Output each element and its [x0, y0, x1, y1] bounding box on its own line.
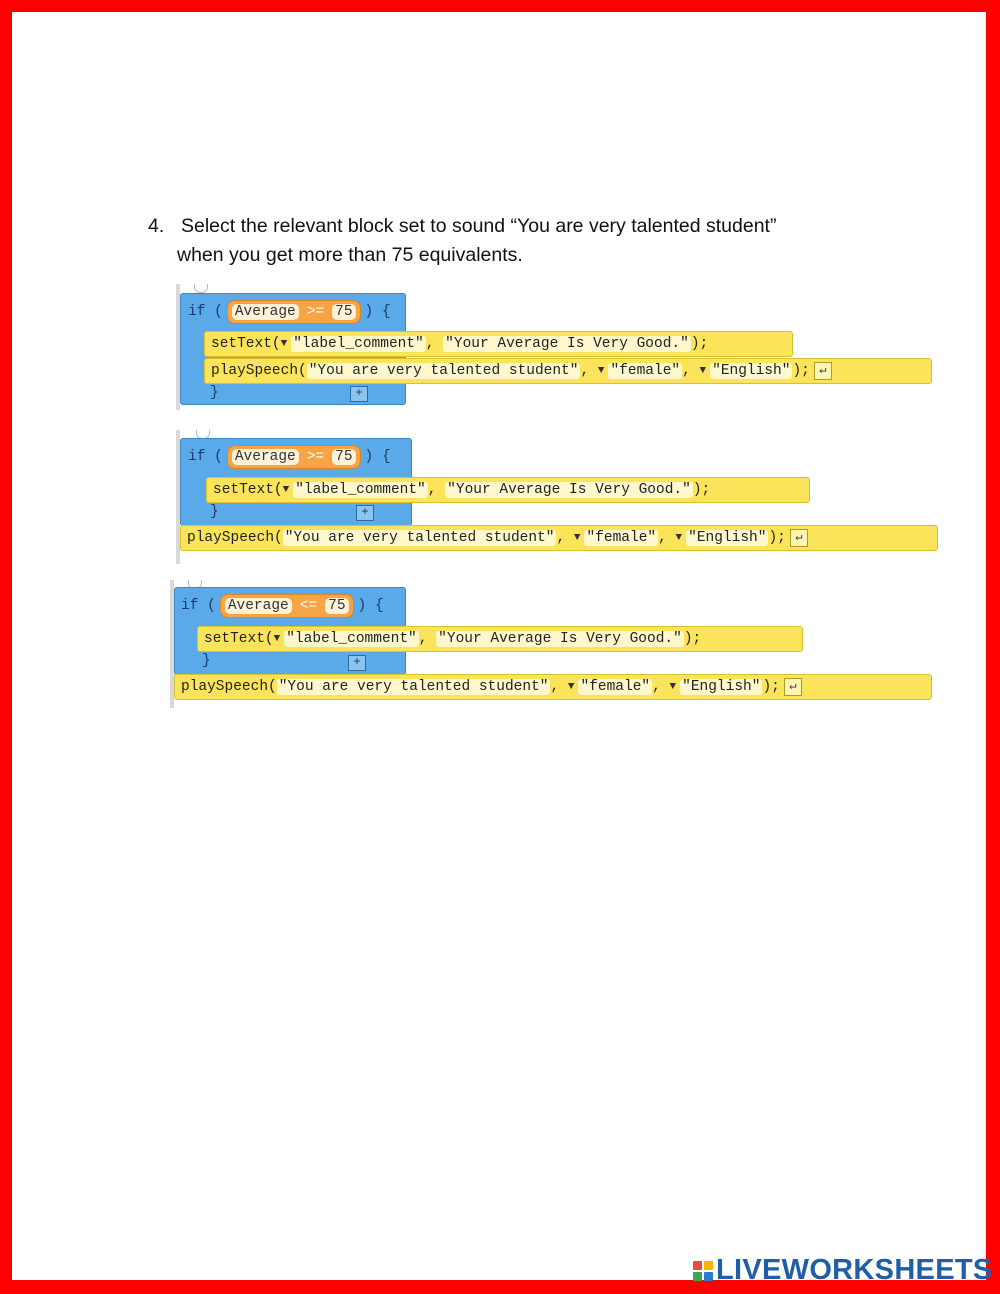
close-paren: ) — [364, 449, 374, 465]
element-id-string[interactable]: "label_comment" — [293, 336, 424, 352]
condition-block[interactable] — [227, 300, 361, 324]
condition-block[interactable] — [220, 594, 354, 618]
text-string[interactable]: "Your Average Is Very Good." — [438, 631, 682, 647]
option-block-set-2[interactable] — [176, 430, 936, 566]
text-string[interactable]: "Your Average Is Very Good." — [445, 336, 689, 352]
comma: , — [556, 530, 566, 546]
close-brace: } — [210, 504, 219, 520]
statement-end: ); — [683, 631, 702, 647]
comma: , — [418, 631, 428, 647]
logo-tile-yellow — [704, 1261, 713, 1270]
variable-average[interactable]: Average — [225, 598, 292, 614]
add-branch-plus-icon[interactable]: + — [348, 655, 366, 671]
close-brace: } — [202, 653, 211, 669]
voice-string[interactable]: "female" — [610, 363, 681, 379]
comparison-operator[interactable]: >= — [306, 449, 325, 465]
playspeech-block[interactable] — [204, 358, 932, 384]
playspeech-block[interactable] — [174, 674, 932, 700]
question-line-2: when you get more than 75 equivalents. — [177, 244, 523, 266]
dropdown-arrow-icon[interactable]: ▼ — [669, 681, 677, 693]
language-string[interactable]: "English" — [688, 530, 767, 546]
comma: , — [580, 363, 590, 379]
return-icon[interactable]: ↵ — [814, 362, 832, 380]
add-branch-plus-icon[interactable]: + — [356, 505, 374, 521]
if-keyword: if — [188, 449, 206, 465]
comparison-operator[interactable]: >= — [306, 304, 325, 320]
dropdown-arrow-icon[interactable]: ▼ — [597, 365, 605, 377]
question-line-1 — [148, 212, 908, 241]
open-brace: { — [381, 449, 391, 465]
dropdown-arrow-icon[interactable]: ▼ — [567, 681, 575, 693]
speech-text-string[interactable]: "You are very talented student" — [284, 530, 555, 546]
close-paren: ) — [364, 304, 374, 320]
logo-tile-red — [693, 1261, 702, 1270]
logo-grid-icon — [693, 1261, 713, 1281]
logo-tile-blue — [704, 1272, 713, 1281]
value-75[interactable]: 75 — [332, 304, 355, 320]
statement-end: ); — [792, 363, 810, 379]
open-paren: ( — [207, 598, 216, 614]
variable-average[interactable]: Average — [232, 304, 299, 320]
open-paren: ( — [214, 304, 223, 320]
statement-end: ); — [762, 679, 780, 695]
question-prompt: Select the relevant block set to sound “You are very talented student” — [181, 215, 777, 237]
if-header — [188, 443, 391, 471]
dropdown-arrow-icon[interactable]: ▼ — [699, 365, 707, 377]
return-icon[interactable]: ↵ — [790, 529, 808, 547]
variable-average[interactable]: Average — [232, 449, 299, 465]
comparison-operator[interactable]: <= — [299, 598, 318, 614]
dropdown-arrow-icon[interactable]: ▼ — [280, 338, 288, 350]
settext-function: setText( — [204, 631, 274, 647]
voice-string[interactable]: "female" — [580, 679, 651, 695]
logo-tile-green — [693, 1272, 702, 1281]
if-header — [181, 592, 384, 620]
dropdown-arrow-icon[interactable]: ▼ — [282, 484, 290, 496]
close-paren: ) — [357, 598, 367, 614]
playspeech-function: playSpeech( — [187, 530, 283, 546]
speech-text-string[interactable]: "You are very talented student" — [308, 363, 579, 379]
question-text — [148, 212, 908, 270]
language-string[interactable]: "English" — [712, 363, 791, 379]
settext-function: setText( — [211, 336, 281, 352]
comma: , — [682, 363, 691, 379]
question-number: 4. — [148, 215, 165, 237]
voice-string[interactable]: "female" — [586, 530, 657, 546]
if-header — [188, 298, 391, 326]
settext-block[interactable] — [197, 626, 803, 652]
dropdown-arrow-icon[interactable]: ▼ — [675, 532, 683, 544]
playspeech-block[interactable] — [180, 525, 938, 551]
return-icon[interactable]: ↵ — [784, 678, 802, 696]
speech-text-string[interactable]: "You are very talented student" — [278, 679, 549, 695]
comma: , — [658, 530, 667, 546]
open-brace: { — [381, 304, 391, 320]
comma: , — [550, 679, 560, 695]
if-keyword: if — [181, 598, 199, 614]
settext-block[interactable] — [204, 331, 793, 357]
value-75[interactable]: 75 — [325, 598, 348, 614]
add-branch-plus-icon[interactable]: + — [350, 386, 368, 402]
dropdown-arrow-icon[interactable]: ▼ — [273, 633, 281, 645]
option-block-set-3[interactable] — [170, 580, 936, 710]
playspeech-function: playSpeech( — [181, 679, 277, 695]
value-75[interactable]: 75 — [332, 449, 355, 465]
block-notch — [194, 284, 208, 293]
open-paren: ( — [214, 449, 223, 465]
condition-block[interactable] — [227, 445, 361, 469]
text-string[interactable]: "Your Average Is Very Good." — [447, 482, 691, 498]
element-id-string[interactable]: "label_comment" — [286, 631, 417, 647]
option-block-set-1[interactable] — [176, 284, 936, 414]
playspeech-function: playSpeech( — [211, 363, 307, 379]
brand-text: LIVEWORKSHEETS — [716, 1254, 993, 1286]
settext-function: setText( — [213, 482, 283, 498]
comma: , — [652, 679, 661, 695]
element-id-string[interactable]: "label_comment" — [295, 482, 426, 498]
settext-block[interactable] — [206, 477, 810, 503]
statement-end: ); — [690, 336, 709, 352]
statement-end: ); — [692, 482, 711, 498]
if-keyword: if — [188, 304, 206, 320]
comma: , — [425, 336, 435, 352]
statement-end: ); — [768, 530, 786, 546]
close-brace: } — [210, 385, 219, 401]
liveworksheets-logo — [693, 1254, 993, 1287]
dropdown-arrow-icon[interactable]: ▼ — [573, 532, 581, 544]
language-string[interactable]: "English" — [682, 679, 761, 695]
open-brace: { — [374, 598, 384, 614]
comma: , — [427, 482, 437, 498]
